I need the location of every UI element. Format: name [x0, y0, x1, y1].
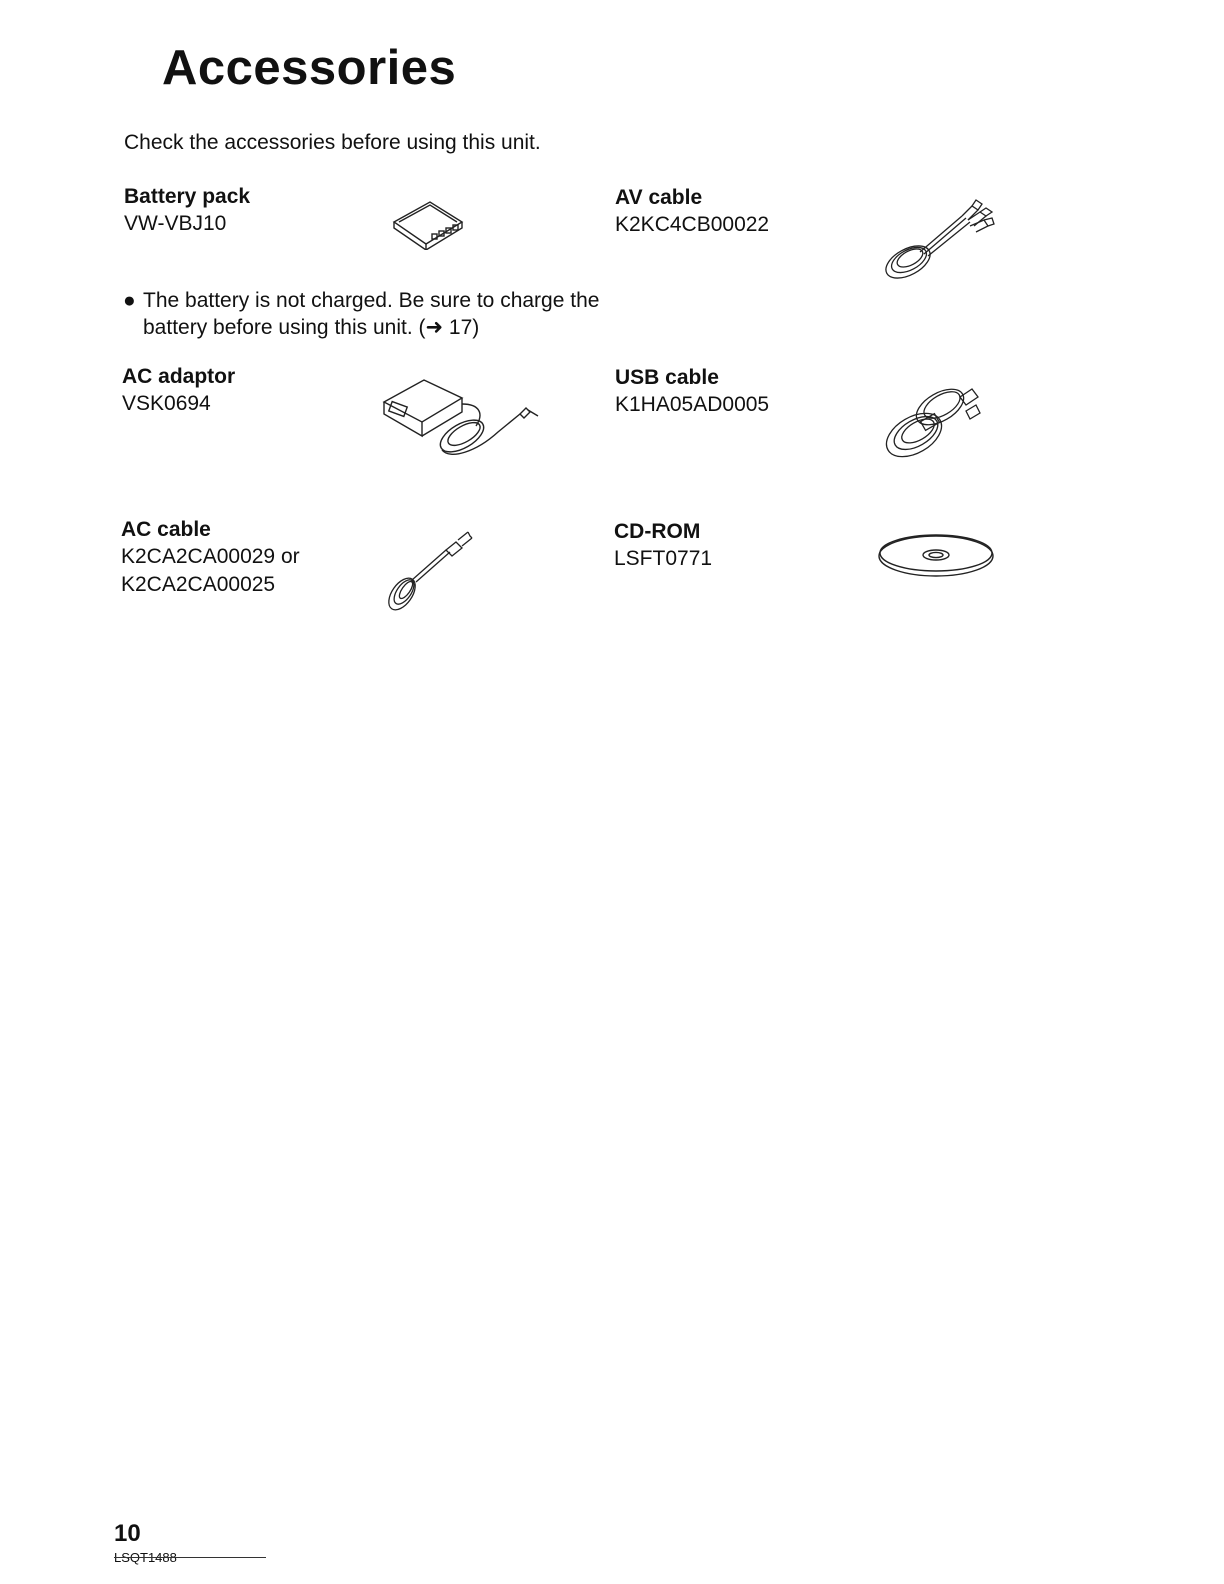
usb-cable-code: K1HA05AD0005 [615, 393, 770, 416]
note-line-1: The battery is not charged. Be sure to charge the [143, 289, 600, 312]
footer-rule [114, 1557, 266, 1558]
cd-rom-name: CD-ROM [614, 520, 701, 543]
ac-adaptor-code: VSK0694 [122, 392, 211, 415]
ac-cable-code-line-2: K2CA2CA00025 [121, 573, 276, 596]
ac-adaptor-icon [380, 374, 548, 464]
document-code: LSQT1488 [114, 1550, 177, 1565]
bullet-icon: ● [123, 289, 136, 312]
av-cable-icon [880, 196, 1000, 282]
page-title: Accessories [162, 41, 457, 95]
page-number: 10 [114, 1520, 141, 1547]
ac-cable-icon [382, 528, 482, 614]
battery-pack-icon [390, 198, 466, 250]
cd-rom-code: LSFT0771 [614, 547, 713, 570]
av-cable-code: K2KC4CB00022 [615, 213, 770, 236]
intro-text: Check the accessories before using this unit. [124, 131, 541, 154]
cd-rom-icon [876, 531, 996, 581]
battery-note [123, 287, 599, 341]
note-line-2: battery before using this unit. (➜ 17) [143, 316, 480, 339]
usb-cable-icon [878, 377, 984, 467]
ac-cable-name: AC cable [121, 518, 211, 541]
battery-pack-code: VW-VBJ10 [124, 212, 227, 235]
ac-adaptor-name: AC adaptor [122, 365, 236, 388]
battery-pack-name: Battery pack [124, 185, 251, 208]
usb-cable-name: USB cable [615, 366, 719, 389]
av-cable-name: AV cable [615, 186, 703, 209]
ac-cable-code-line-1: K2CA2CA00029 or [121, 545, 300, 568]
